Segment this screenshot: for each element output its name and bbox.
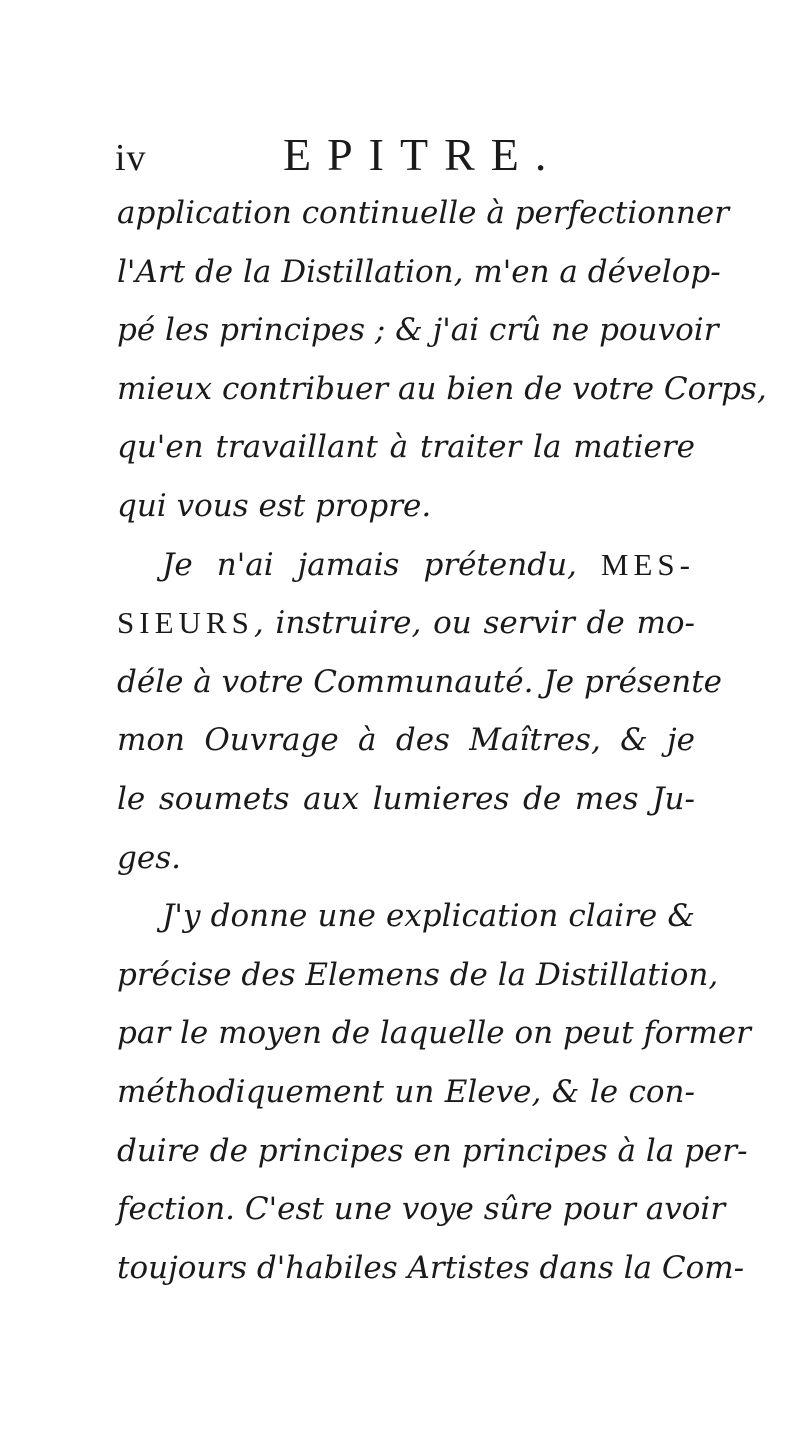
text-line: duire de principes en principes à la per- [117, 1132, 748, 1169]
text-line: SIEURS, instruire, ou servir de mo- [117, 605, 695, 642]
text-line: méthodiquement un Eleve, & le con- [117, 1073, 695, 1110]
text-line: le soumets aux lumieres de mes Ju- [117, 780, 695, 817]
text-line: précise des Elemens de la Distillation, [117, 956, 719, 993]
text-line: qui vous est propre. [117, 487, 432, 524]
page-number: iv [115, 137, 147, 179]
text-line: qu'en travaillant à traiter la matiere [117, 429, 695, 466]
text-line: par le moyen de laquelle on peut former [117, 1015, 751, 1052]
text-line: Je n'ai jamais prétendu, MES- [162, 546, 695, 583]
text-line: ges. [117, 839, 181, 876]
body-text [117, 184, 767, 1297]
text-line: J'y donne une explication claire & [162, 898, 695, 935]
text-line: mon Ouvrage à des Maîtres, & je [117, 722, 695, 759]
text-line: application continuelle à perfectionner [117, 195, 730, 231]
text-line: toujours d'habiles Artistes dans la Com- [117, 1249, 745, 1286]
text-line: fection. C'est une voye sûre pour avoir [117, 1191, 726, 1228]
text-line: l'Art de la Distillation, m'en a dévelop- [117, 253, 721, 290]
text-line: mieux contribuer au bien de votre Corps, [117, 370, 767, 407]
text-line: déle à votre Communauté. Je présente [117, 663, 723, 700]
running-title: EPITRE. [283, 129, 563, 180]
page-header [115, 128, 715, 188]
text-line: pé les principes ; & j'ai crû ne pouvoir [117, 312, 719, 349]
